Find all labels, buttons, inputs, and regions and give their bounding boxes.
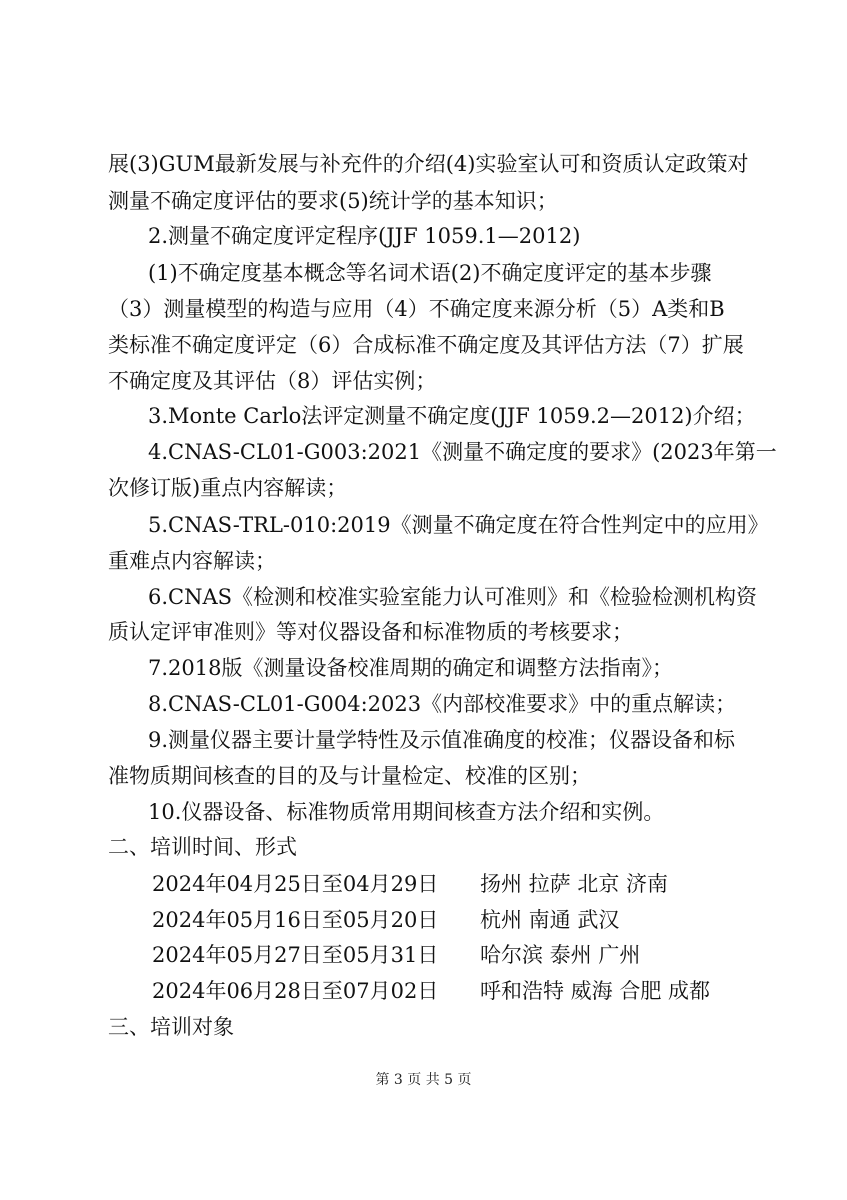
- list-item: 10.仪器设备、标准物质常用期间核查方法介绍和实例。: [148, 800, 665, 824]
- list-item: 4.CNAS-CL01-G003:2021《测量不确定度的要求》(2023年第一: [148, 440, 777, 464]
- schedule-row: [152, 866, 752, 902]
- schedule-date: 2024年04月25日至04月29日: [152, 872, 439, 896]
- schedule-date: 2024年06月28日至07月02日: [152, 979, 439, 1003]
- body-line: 不确定度及其评估（8）评估实例；: [108, 369, 437, 393]
- schedule-cities: 杭州 南通 武汉: [480, 908, 620, 932]
- list-item: 5.CNAS-TRL-010:2019《测量不确定度在符合性判定中的应用》: [148, 513, 769, 537]
- section-heading: 三、培训对象: [108, 1015, 234, 1039]
- body-line: 测量不确定度评估的要求(5)统计学的基本知识；: [108, 189, 558, 213]
- list-item: 7.2018版《测量设备校准周期的确定和调整方法指南》；: [148, 656, 673, 680]
- schedule-cities: 扬州 拉萨 北京 济南: [480, 872, 669, 896]
- schedule-row: [152, 937, 752, 973]
- page-footer: 第 3 页 共 5 页: [375, 1072, 472, 1088]
- body-line: (1)不确定度基本概念等名词术语(2)不确定度评定的基本步骤: [148, 261, 712, 285]
- body-line: 准物质期间核查的目的及与计量检定、校准的区别；: [108, 764, 591, 788]
- schedule-date: 2024年05月27日至05月31日: [152, 943, 439, 967]
- list-item: 6.CNAS《检测和校准实验室能力认可准则》和《检验检测机构资: [148, 585, 758, 609]
- list-item: 8.CNAS-CL01-G004:2023《内部校准要求》中的重点解读；: [148, 692, 737, 716]
- list-item-heading: 2.测量不确定度评定程序(JJF 1059.1—2012): [148, 224, 581, 248]
- schedule-cities: 呼和浩特 威海 合肥 成都: [480, 979, 711, 1003]
- body-line: 质认定评审准则》等对仪器设备和标准物质的考核要求；: [108, 620, 633, 644]
- section-heading: 二、培训时间、形式: [108, 835, 297, 859]
- list-item: 3.Monte Carlo法评定测量不确定度(JJF 1059.2—2012)介绍；: [148, 404, 756, 428]
- schedule-row: [152, 902, 752, 938]
- body-line: 重难点内容解读；: [108, 549, 276, 573]
- body-line: 类标准不确定度评定（6）合成标准不确定度及其评估方法（7）扩展: [108, 333, 744, 357]
- body-line: （3）测量模型的构造与应用（4）不确定度来源分析（5）A类和B: [108, 297, 725, 321]
- body-line: 次修订版)重点内容解读；: [108, 476, 348, 500]
- schedule-cities: 哈尔滨 泰州 广州: [480, 943, 641, 967]
- body-line: 展(3)GUM最新发展与补充件的介绍(4)实验室认可和资质认定政策对: [108, 152, 749, 176]
- list-item: 9.测量仪器主要计量学特性及示值准确度的校准；仪器设备和标: [148, 728, 736, 752]
- schedule-date: 2024年05月16日至05月20日: [152, 908, 439, 932]
- schedule-row: [152, 973, 752, 1009]
